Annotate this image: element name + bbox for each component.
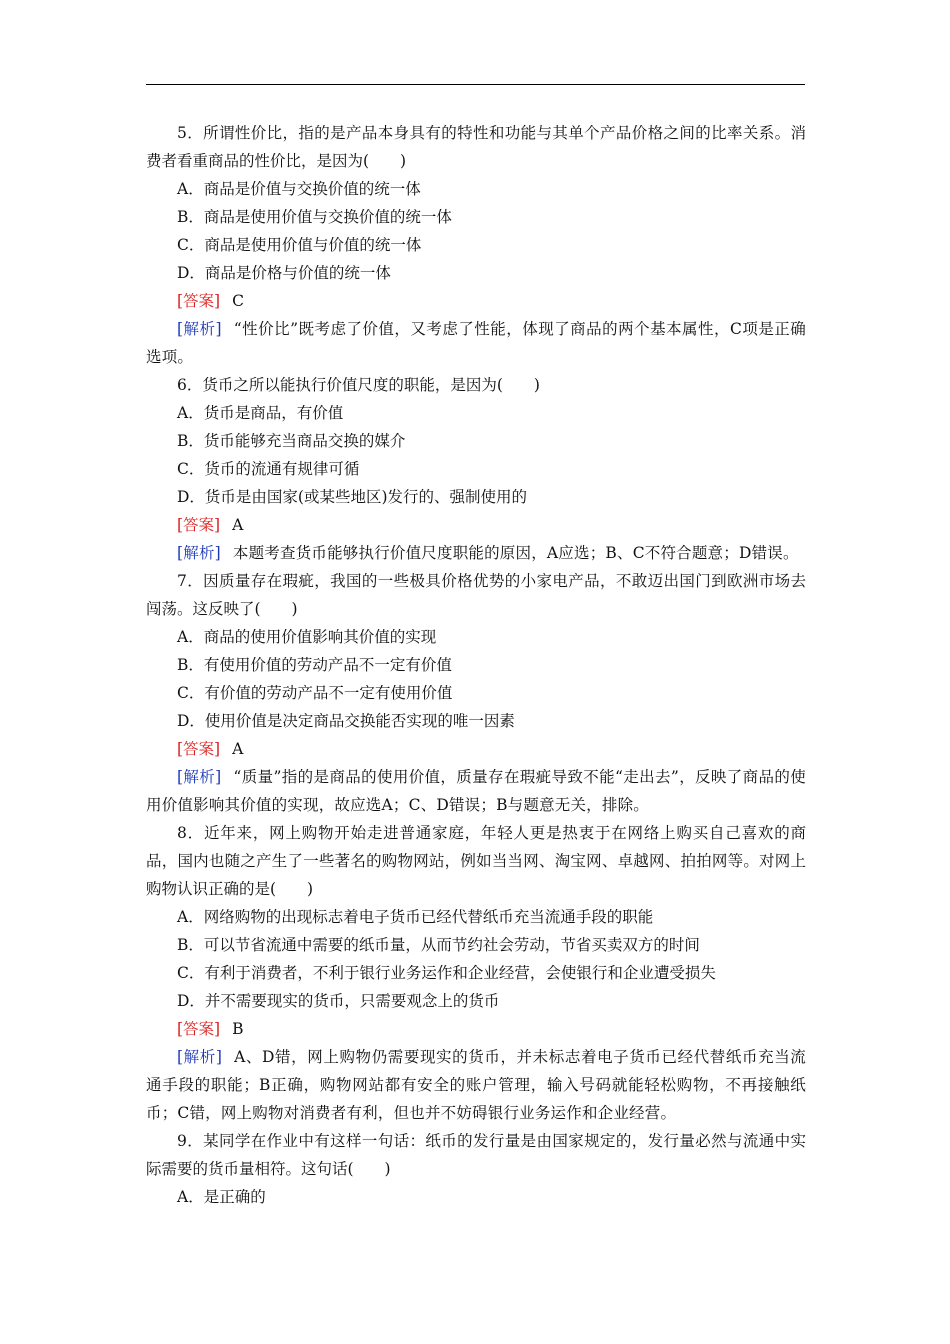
question-6-option-b: B．货币能够充当商品交换的媒介: [177, 432, 406, 450]
question-5-option-d: D．商品是价格与价值的统一体: [177, 264, 391, 282]
header-rule: [146, 84, 805, 85]
answer-value: A: [232, 516, 244, 534]
question-8-answer: [146, 1015, 806, 1043]
question-6-answer: [146, 511, 806, 539]
explanation-text: “质量”指的是商品的使用价值，质量存在瑕疵导致不能“走出去”，反映了商品的使用价值影响其价值的实现，故应选A；C、D错误；B与题意无关，排除。: [146, 768, 806, 814]
question-7-explanation: [146, 763, 806, 819]
question-9-stem: 9．某同学在作业中有这样一句话：纸币的发行量是由国家规定的，发行量必然与流通中实际需要的货币量相符。这句话( ): [146, 1132, 806, 1178]
question-7-option-c: C．有价值的劳动产品不一定有使用价值: [177, 684, 453, 702]
question-7-option-a: A．商品的使用价值影响其价值的实现: [177, 628, 437, 646]
question-7-option-d: D．使用价值是决定商品交换能否实现的唯一因素: [177, 712, 515, 730]
answer-value: B: [232, 1020, 244, 1038]
explanation-tag: [解析]: [177, 320, 222, 338]
question-9-option-a: A．是正确的: [177, 1188, 266, 1206]
question-5-option-b: B．商品是使用价值与交换价值的统一体: [177, 208, 452, 226]
explanation-text: 本题考查货币能够执行价值尺度职能的原因，A应选；B、C不符合题意；D错误。: [232, 544, 799, 562]
question-8-option-b: B．可以节省流通中需要的纸币量，从而节约社会劳动，节省买卖双方的时间: [177, 936, 700, 954]
question-6-stem: 6．货币之所以能执行价值尺度的职能，是因为( ): [177, 376, 540, 394]
question-7-answer: [146, 735, 806, 763]
answer-value: C: [232, 292, 244, 310]
question-6-explanation: [146, 539, 806, 567]
question-5-stem: 5．所谓性价比，指的是产品本身具有的特性和功能与其单个产品价格之间的比率关系。消费者看重商品的性价比，是因为( ): [146, 124, 806, 170]
question-6-option-a: A．货币是商品，有价值: [177, 404, 344, 422]
question-list: [146, 119, 806, 1211]
question-6-option-d: D．货币是由国家(或某些地区)发行的、强制使用的: [177, 488, 528, 506]
question-8-explanation: [146, 1043, 806, 1127]
answer-tag: [答案]: [177, 292, 221, 310]
question-6-option-c: C．货币的流通有规律可循: [177, 460, 360, 478]
question-8-option-c: C．有利于消费者，不利于银行业务运作和企业经营，会使银行和企业遭受损失: [177, 964, 716, 982]
question-8-stem: 8．近年来，网上购物开始走进普通家庭，年轻人更是热衷于在网络上购买自己喜欢的商品，国内也随之产生了一些著名的购物网站，例如当当网、淘宝网、卓越网、拍拍网等。对网上购物认识正确的是( ): [146, 824, 806, 898]
question-5-option-c: C．商品是使用价值与价值的统一体: [177, 236, 422, 254]
question-7-stem: 7．因质量存在瑕疵，我国的一些极具价格优势的小家电产品，不敢迈出国门到欧洲市场去闯荡。这反映了( ): [146, 572, 806, 618]
explanation-tag: [解析]: [177, 1048, 223, 1066]
answer-tag: [答案]: [177, 740, 221, 758]
question-7-option-b: B．有使用价值的劳动产品不一定有价值: [177, 656, 452, 674]
explanation-text: A、D错，网上购物仍需要现实的货币，并未标志着电子货币已经代替纸币充当流通手段的职能；B正确，购物网站都有安全的账户管理，输入号码就能轻松购物，不再接触纸币；C错，网上购物对消费者有利，但也并不妨碍银行业务运作和企业经营。: [146, 1048, 806, 1122]
explanation-tag: [解析]: [177, 768, 222, 786]
question-5-explanation: [146, 315, 806, 371]
question-5-answer: [146, 287, 806, 315]
question-8-option-a: A．网络购物的出现标志着电子货币已经代替纸币充当流通手段的职能: [177, 908, 654, 926]
answer-tag: [答案]: [177, 1020, 221, 1038]
question-8-option-d: D．并不需要现实的货币，只需要观念上的货币: [177, 992, 500, 1010]
explanation-text: “性价比”既考虑了价值，又考虑了性能，体现了商品的两个基本属性，C项是正确选项。: [146, 320, 806, 366]
answer-tag: [答案]: [177, 516, 221, 534]
answer-value: A: [232, 740, 244, 758]
question-5-option-a: A．商品是价值与交换价值的统一体: [177, 180, 421, 198]
explanation-tag: [解析]: [177, 544, 221, 562]
